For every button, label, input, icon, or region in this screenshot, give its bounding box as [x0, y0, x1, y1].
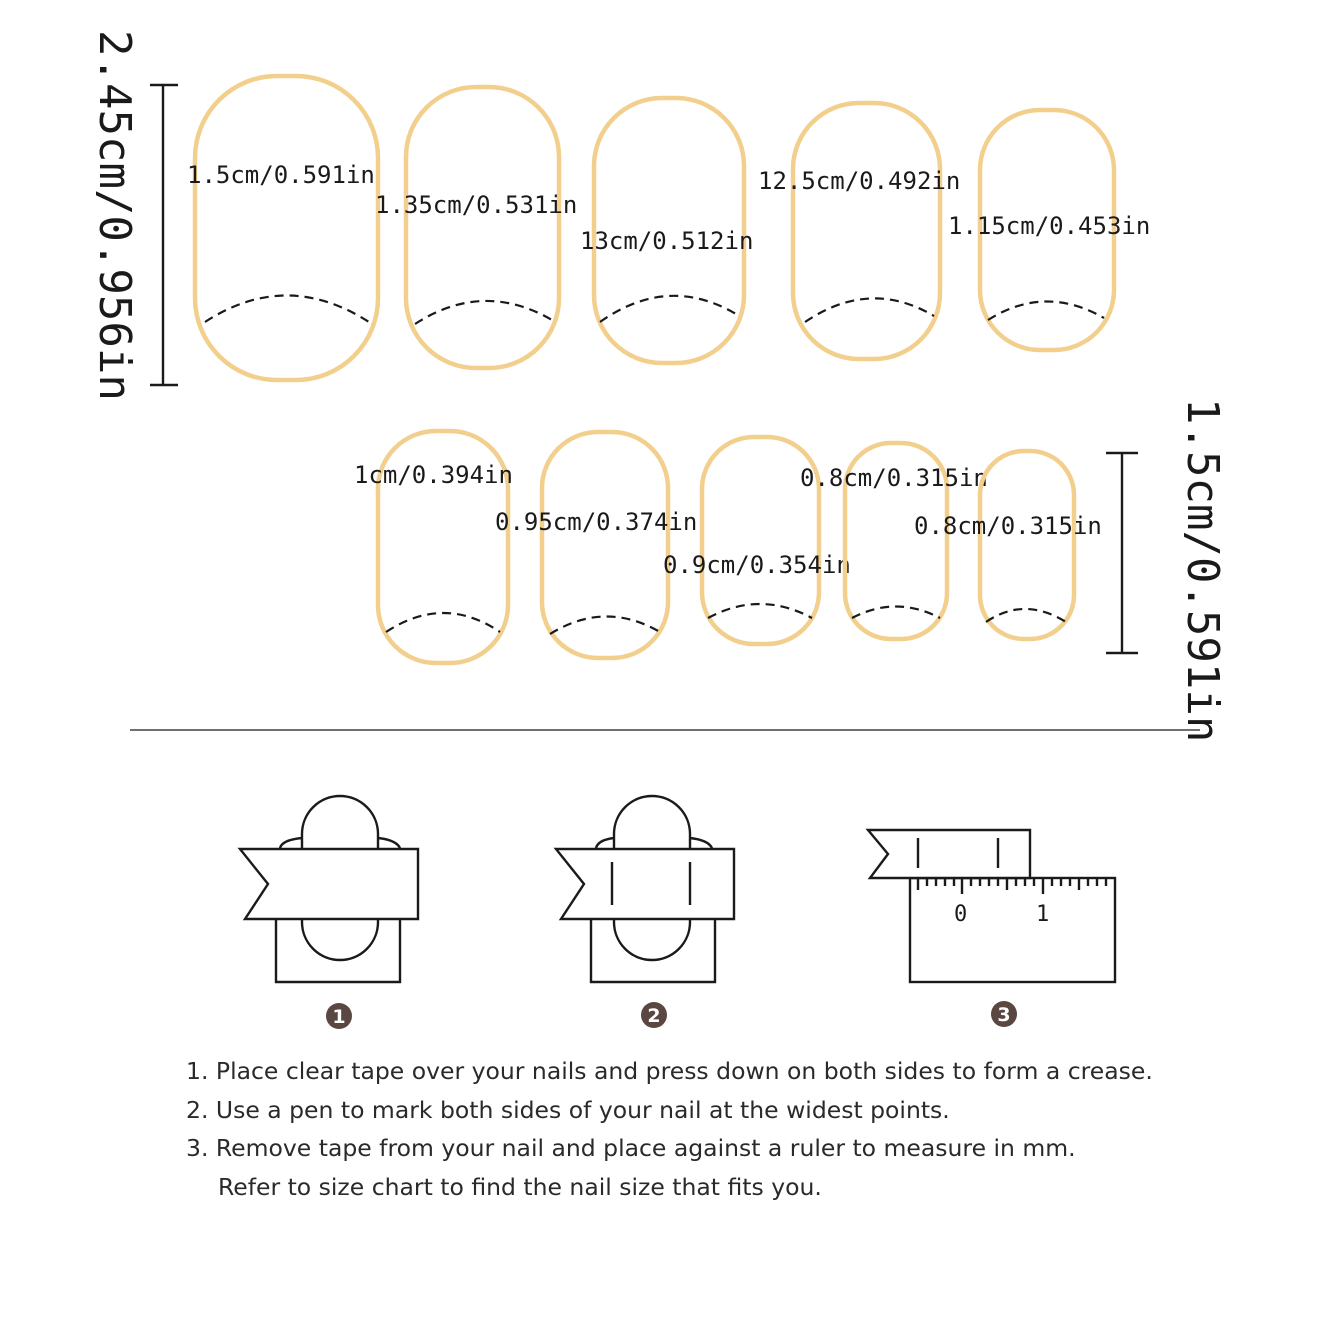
nail-bottom-2-size: 0.95cm/0.374in	[495, 508, 698, 536]
nail-row-bottom	[354, 431, 1102, 663]
nail-top-5-size: 1.15cm/0.453in	[948, 212, 1151, 240]
nail-bottom-3-size: 0.9cm/0.354in	[663, 551, 851, 579]
step-2-badge-number: 2	[647, 1005, 661, 1027]
instruction-step-3: 3. Remove tape from your nail and place against a ruler to measure in mm.	[186, 1134, 1076, 1162]
large-height-label: 2.45cm/0.956in	[89, 30, 140, 401]
step-1-illustration	[240, 796, 418, 982]
nail-bottom-4	[800, 443, 988, 639]
small-height-label: 1.5cm/0.591in	[1177, 398, 1228, 743]
nail-bottom-2	[495, 432, 697, 658]
step-2-illustration	[556, 796, 734, 982]
nail-top-1	[187, 76, 378, 380]
ruler-mark-0: 0	[954, 902, 968, 927]
ruler	[910, 878, 1115, 982]
step-3-badge-number: 3	[997, 1004, 1011, 1026]
step-3-illustration	[868, 830, 1115, 982]
step-1-badge	[326, 1003, 352, 1029]
marked-tape	[868, 830, 1030, 878]
instructions	[186, 1052, 1286, 1206]
nail-top-1-size: 1.5cm/0.591in	[187, 161, 375, 189]
nail-bottom-4-size: 0.8cm/0.315in	[800, 464, 988, 492]
nail-top-3-size: 13cm/0.512in	[580, 227, 754, 255]
instruction-step-2: 2. Use a pen to mark both sides of your nail at the widest points.	[186, 1095, 950, 1124]
nail-top-4	[758, 103, 960, 359]
nail-bottom-1-size: 1cm/0.394in	[354, 461, 513, 489]
nail-bottom-1	[354, 431, 513, 663]
nail-top-2	[375, 87, 577, 368]
instruction-refer: Refer to size chart to find the nail size that fits you.	[218, 1172, 822, 1201]
large-height-dimension	[89, 30, 178, 401]
ruler-mark-1: 1	[1036, 902, 1050, 927]
nail-row-top	[187, 76, 1150, 380]
nail-bottom-5-size: 0.8cm/0.315in	[914, 512, 1102, 540]
nail-top-3	[580, 98, 753, 363]
step-3-badge	[991, 1001, 1017, 1027]
instruction-step-1: 1. Place clear tape over your nails and press down on both sides to form a crease.	[186, 1057, 1153, 1085]
step-1-badge-number: 1	[332, 1006, 346, 1028]
nail-top-5	[948, 110, 1150, 350]
nail-top-2-size: 1.35cm/0.531in	[375, 191, 578, 219]
nail-top-4-size: 12.5cm/0.492in	[758, 167, 961, 195]
step-2-badge	[641, 1002, 667, 1028]
small-height-dimension	[1106, 398, 1228, 742]
